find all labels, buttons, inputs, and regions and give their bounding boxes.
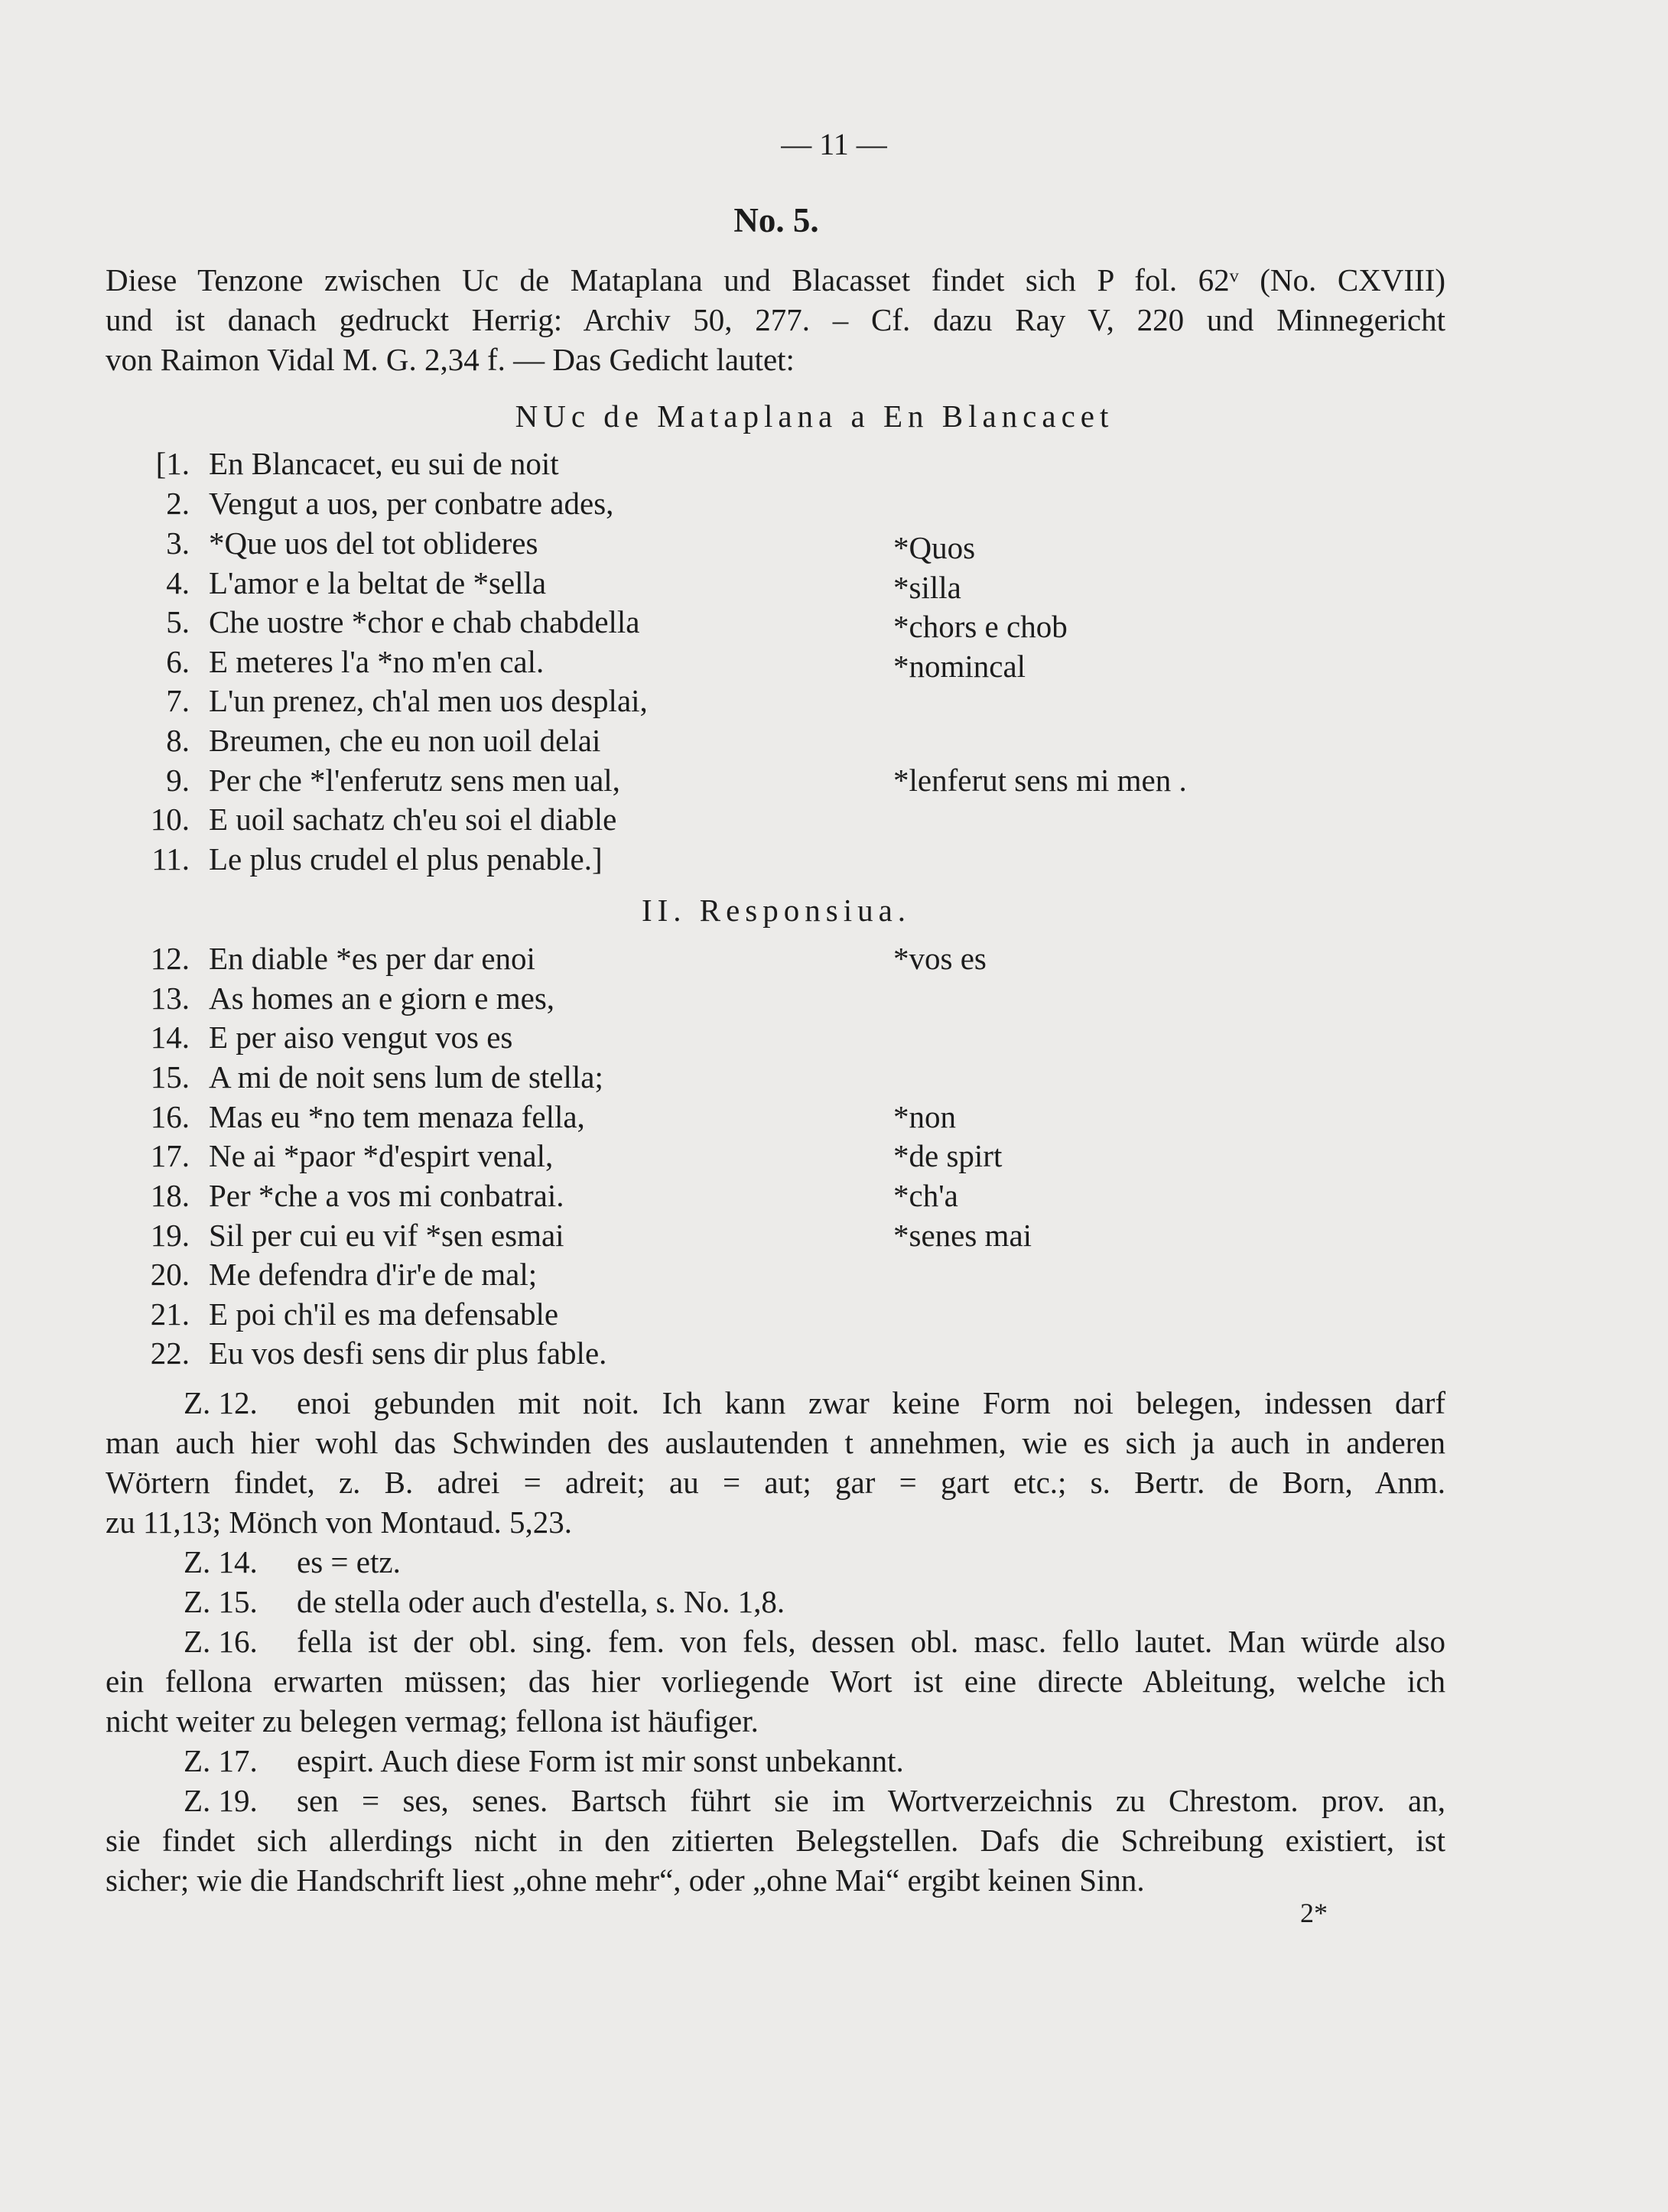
verse-line [0, 721, 1668, 760]
verse-line [0, 523, 1668, 563]
note-text: espirt. Auch diese Form ist mir sonst unbekannt. [297, 1743, 904, 1778]
note-line [106, 1622, 1445, 1661]
note-line [106, 1383, 1445, 1423]
manuscript-variant: *silla [893, 570, 961, 605]
verse-line [0, 681, 1668, 721]
verse-text: Sil per cui eu vif *sen esmai [209, 1218, 564, 1253]
verse-line [0, 1333, 1668, 1373]
verse-line [0, 483, 1668, 523]
verse-text: Breumen, che eu non uoil delai [209, 723, 601, 758]
verse-number: 14. [150, 1020, 190, 1055]
verse-line [0, 760, 1668, 800]
verse-text: E meteres l'a *no m'en cal. [209, 644, 545, 679]
verse-text: Me defendra d'ir'e de mal; [209, 1257, 538, 1292]
commentary-notes [106, 1383, 1445, 1900]
verse-text: Vengut a uos, per conbatre ades, [209, 486, 614, 521]
verse-line [0, 1136, 1668, 1176]
verse-number: 4. [166, 565, 190, 600]
manuscript-variant: *Quos [893, 530, 976, 565]
verse-number: 12. [150, 941, 190, 976]
verse-number: 3. [166, 525, 190, 561]
verse-number: 5. [166, 604, 190, 639]
verse-line [0, 602, 1668, 642]
note-label: Z. 19. [184, 1783, 258, 1818]
verse-number: 9. [166, 763, 190, 798]
note-text: de stella oder auch d'estella, s. No. 1,8. [297, 1584, 785, 1619]
verse-text: E poi ch'il es ma defensable [209, 1296, 559, 1332]
verse-number: 10. [150, 802, 190, 837]
note-label: Z. 16. [184, 1624, 258, 1659]
verse-line [0, 1294, 1668, 1334]
note-line [106, 1741, 1445, 1781]
verse-number: 18. [150, 1178, 190, 1213]
note-line: man auch hier wohl das Schwinden des auslautenden t annehmen, wie es sich ja auch in anderen [106, 1425, 1445, 1460]
verse-number: 2. [166, 486, 190, 521]
note-line: zu 11,13; Mönch von Montaud. 5,23. [106, 1504, 573, 1540]
signature-mark: 2* [1300, 1898, 1328, 1928]
verse-text: Per *che a vos mi conbatrai. [209, 1178, 564, 1213]
verse-line [0, 1254, 1668, 1294]
verse-number: 6. [166, 644, 190, 679]
intro-line: Diese Tenzone zwischen Uc de Mataplana und Blacasset findet sich P fol. 62ᵛ (No. CXVIII) [106, 262, 1445, 298]
manuscript-variant: *lenferut sens mi men . [893, 763, 1187, 798]
manuscript-variant: *nomincal [893, 649, 1026, 684]
note-line [106, 1542, 1445, 1582]
manuscript-variant: *chors e chob [893, 609, 1068, 644]
verse-text: Per che *l'enferutz sens men ual, [209, 763, 620, 798]
verse-text: As homes an e giorn e mes, [209, 981, 555, 1016]
verse-number: 17. [150, 1138, 190, 1173]
intro-line: von Raimon Vidal M. G. 2,34 f. — Das Gedicht lautet: [106, 342, 795, 377]
verse-number: 11. [151, 841, 190, 877]
note-text: enoi gebunden mit noit. Ich kann zwar keine Form noi belegen, indessen darf [297, 1385, 1445, 1420]
poem-title-part2: II. Responsiua. [641, 893, 912, 928]
verse-line [0, 444, 1668, 483]
verse-text: *Que uos del tot oblideres [209, 525, 538, 561]
intro-paragraph [106, 260, 1445, 379]
note-line [106, 1582, 1445, 1622]
verse-number: 7. [166, 683, 190, 718]
verse-line [0, 1176, 1668, 1215]
page-number: — 11 — [781, 127, 887, 161]
verse-text: Ne ai *paor *d'espirt venal, [209, 1138, 554, 1173]
verse-number: 15. [150, 1059, 190, 1095]
verse-text: A mi de noit sens lum de stella; [209, 1059, 603, 1095]
manuscript-variant: *senes mai [893, 1218, 1032, 1253]
verse-text: En Blancacet, eu sui de noit [209, 446, 559, 481]
note-text: es = etz. [297, 1544, 401, 1579]
verse-line [0, 799, 1668, 839]
verse-number: 8. [166, 723, 190, 758]
note-line: nicht weiter zu belegen vermag; fellona ist häufiger. [106, 1703, 759, 1739]
note-line: sie findet sich allerdings nicht in den zitierten Belegstellen. Dafs die Schreibung existiert, ist [106, 1823, 1445, 1858]
note-text: sen = ses, senes. Bartsch führt sie im Wortverzeichnis zu Chrestom. prov. an, [297, 1783, 1445, 1818]
verse-text: L'amor e la beltat de *sella [209, 565, 547, 600]
section-heading: No. 5. [733, 201, 819, 239]
intro-line: und ist danach gedruckt Herrig: Archiv 50, 277. – Cf. dazu Ray V, 220 und Minnegericht [106, 302, 1445, 337]
verse-number: [1. [155, 446, 190, 481]
verse-line [0, 563, 1668, 603]
verse-text: Che uostre *chor e chab chabdella [209, 604, 640, 639]
verse-line [0, 978, 1668, 1018]
note-label: Z. 15. [184, 1584, 258, 1619]
verse-number: 21. [150, 1296, 190, 1332]
verse-text: Le plus crudel el plus penable.] [209, 841, 603, 877]
poem-title-part1: NUc de Mataplana a En Blancacet [515, 398, 1114, 434]
note-label: Z. 12. [184, 1385, 258, 1420]
manuscript-variant: *vos es [893, 941, 987, 976]
manuscript-variant: *de spirt [893, 1138, 1003, 1173]
verse-number: 13. [150, 981, 190, 1016]
verse-text: En diable *es per dar enoi [209, 941, 535, 976]
note-line [106, 1781, 1445, 1820]
note-line: ein fellona erwarten müssen; das hier vorliegende Wort ist eine directe Ableitung, welche ich [106, 1664, 1445, 1699]
verse-number: 22. [150, 1335, 190, 1371]
verse-number: 16. [150, 1099, 190, 1134]
note-label: Z. 17. [184, 1743, 258, 1778]
note-text: fella ist der obl. sing. fem. von fels, dessen obl. masc. fello lautet. Man würde also [297, 1624, 1445, 1659]
verse-text: E uoil sachatz ch'eu soi el diable [209, 802, 617, 837]
verse-text: Eu vos desfi sens dir plus fable. [209, 1335, 607, 1371]
verse-line [0, 642, 1668, 684]
note-line: Wörtern findet, z. B. adrei = adreit; au = aut; gar = gart etc.; s. Bertr. de Born, Anm. [106, 1465, 1445, 1500]
verse-line [0, 1017, 1668, 1057]
verse-text: Mas eu *no tem menaza fella, [209, 1099, 585, 1134]
note-line: sicher; wie die Handschrift liest „ohne mehr“, oder „ohne Mai“ ergibt keinen Sinn. [106, 1862, 1145, 1898]
verse-text: E per aiso vengut vos es [209, 1020, 513, 1055]
verse-line [0, 1057, 1668, 1097]
verse-line [0, 1097, 1668, 1137]
manuscript-variant: *ch'a [893, 1178, 958, 1213]
verse-line [0, 839, 1668, 879]
verse-number: 19. [150, 1218, 190, 1253]
verse-line [0, 1215, 1668, 1255]
note-label: Z. 14. [184, 1544, 258, 1579]
verse-line [0, 938, 1668, 978]
verse-text: L'un prenez, ch'al men uos desplai, [209, 683, 648, 718]
verse-number: 20. [150, 1257, 190, 1292]
manuscript-variant: *non [893, 1099, 956, 1134]
